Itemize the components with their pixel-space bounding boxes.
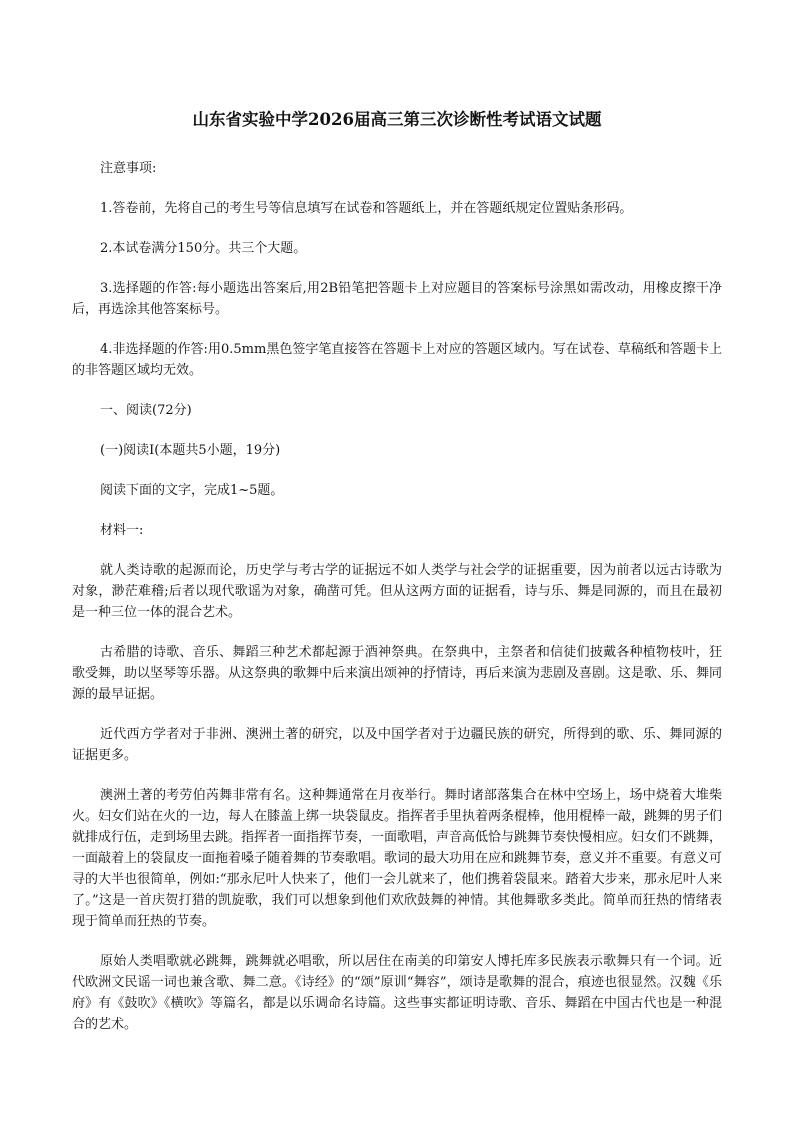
notice-item: 1.答卷前，先将自己的考生号等信息填写在试卷和答题纸上，并在答题纸规定位置贴条形码。 <box>100 201 633 216</box>
material-label: 材料一: <box>100 523 144 538</box>
body-paragraph: 近代西方学者对于非洲、澳洲土著的研究，以及中国学者对于边疆民族的研究，所得到的歌、乐、舞同源的证据更多。 <box>72 727 722 763</box>
subsection-heading: (一)阅读Ⅰ(本题共5小题，19分) <box>100 443 281 458</box>
notice-item: 3.选择题的作答:每小题选出答案后,用2B铅笔把答题卡上对应题目的答案标号涂黑如需改动，用橡皮擦干净后，再选涂其他答案标号。 <box>72 281 722 317</box>
reading-instruction: 阅读下面的文字，完成1~5题。 <box>100 483 284 498</box>
page-title: 山东省实验中学2026届高三第三次诊断性考试语文试题 <box>192 110 602 129</box>
document-body <box>72 158 722 1054</box>
notice-item: 4.非选择题的作答:用0.5mm黑色签字笔直接答在答题卡上对应的答题区域内。写在试卷、草稿纸和答题卡上的非答题区域均无效。 <box>72 342 722 378</box>
body-paragraph: 就人类诗歌的起源而论，历史学与考古学的证据远不如人类学与社会学的证据重要，因为前者以远古诗歌为对象，渺茫难稽;后者以现代歌谣为对象，确凿可凭。但从这两方面的证据看，诗与乐、舞是同源的，而且在最初是一种三位一体的混合艺术。 <box>72 563 722 620</box>
notice-heading: 注意事项: <box>100 161 157 176</box>
body-paragraph: 古希腊的诗歌、音乐、舞蹈三种艺术都起源于酒神祭典。在祭典中，主祭者和信徒们披戴各种植物枝叶，狂歌受舞，助以坚琴等乐器。从这祭典的歌舞中后来演出颂神的抒情诗，再后来演为悲剧及喜剧。这是歌、乐、舞同源的最早证据。 <box>72 645 723 702</box>
section-heading: 一、阅读(72分) <box>100 403 192 418</box>
notice-item: 2.本试卷满分150分。共三个大题。 <box>100 241 307 256</box>
body-paragraph: 澳洲土著的考劳伯芮舞非常有名。这种舞通常在月夜举行。舞时诸部落集合在林中空场上，场中烧着大堆柴火。妇女们站在火的一边，每人在膝盖上绑一块袋鼠皮。指挥者手里执着两条棍棒，他用棍棒一敲，跳舞的男子们就排成行伍，走到场里去跳。指挥者一面指挥节奏，一面歌唱，声音高低恰与跳舞节奏快慢相应。妇女们不跳舞，一面敲着上的袋鼠皮一面拖着嗓子随着舞的节奏歌唱。歌词的最大功用在应和跳舞节奏，意义并不重要。有意义可寻的大半也很简单，例如:“那永尼叶人快来了，他们一会儿就来了，他们携着袋鼠来。踏着大步来，那永尼叶人来了。”这是一首庆贺打猎的凯旋歌，我们可以想象到他们欢欣鼓舞的神情。其他舞歌多类此。简单而狂热的情绪表现于简单而狂热的节奏。 <box>72 788 723 929</box>
body-paragraph: 原始人类唱歌就必跳舞，跳舞就必唱歌，所以居住在南美的印第安人博托库多民族表示歌舞只有一个词。近代欧洲文民谣一词也兼含歌、舞二意。《诗经》的“颂”原训“舞容”，颂诗是歌舞的混合，痕迹也很显然。汉魏《乐府》有《鼓吹》《横吹》等篇名，都是以乐调命名诗篇。这些事实都证明诗歌、音乐、舞蹈在中国古代也是一种混合的艺术。 <box>72 954 722 1032</box>
